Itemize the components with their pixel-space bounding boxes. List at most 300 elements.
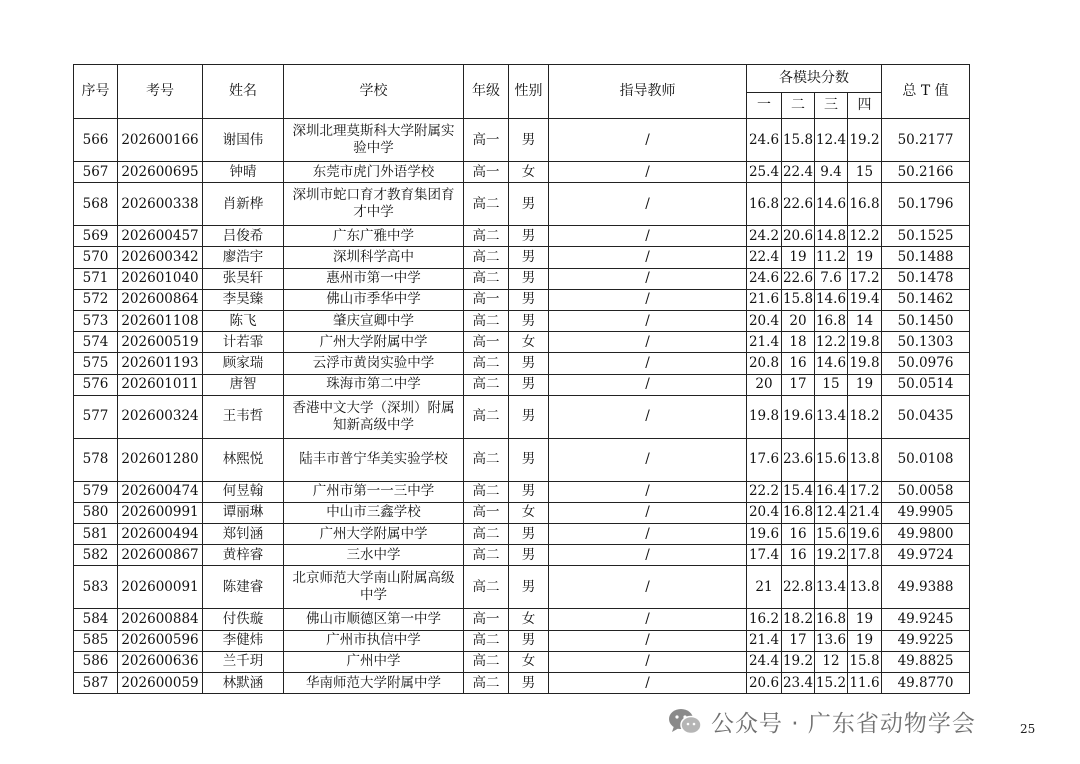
table-row xyxy=(74,481,970,502)
cell-total: 50.1796 xyxy=(882,183,970,226)
cell-school xyxy=(284,438,464,481)
cell-grade: 高二 xyxy=(464,524,509,545)
cell-school: 惠州市第一中学 xyxy=(284,268,464,289)
cell-grade: 高二 xyxy=(464,226,509,247)
cell-module-2: 15.8 xyxy=(782,289,815,310)
cell-module-1: 19.6 xyxy=(747,524,782,545)
cell-exam-no: 202600342 xyxy=(118,247,203,268)
cell-module-3: 14.6 xyxy=(815,289,848,310)
cell-module-2: 18.2 xyxy=(782,609,815,630)
cell-total: 50.1525 xyxy=(882,226,970,247)
table-row xyxy=(74,268,970,289)
cell-grade: 高一 xyxy=(464,502,509,523)
cell-teacher: / xyxy=(549,524,747,545)
cell-total: 49.9800 xyxy=(882,524,970,545)
cell-school: 佛山市季华中学 xyxy=(284,289,464,310)
table-row xyxy=(74,630,970,651)
cell-name: 李昊臻 xyxy=(203,289,284,310)
header-module-4: 四 xyxy=(848,93,882,119)
cell-school: 东莞市虎门外语学校 xyxy=(284,162,464,183)
footer-brand-text: 公众号 · 广东省动物学会 xyxy=(711,711,976,737)
cell-module-4: 19.4 xyxy=(848,289,882,310)
cell-exam-no: 202600636 xyxy=(118,651,203,672)
school-text: 北京师范大学南山附属高级中学 xyxy=(292,570,455,604)
cell-teacher: / xyxy=(549,162,747,183)
cell-name: 顾家瑞 xyxy=(203,353,284,374)
header-grade: 年级 xyxy=(464,65,509,119)
cell-module-3: 13.6 xyxy=(815,630,848,651)
cell-school: 广州大学附属中学 xyxy=(284,332,464,353)
cell-grade: 高二 xyxy=(464,673,509,694)
cell-module-2: 15.8 xyxy=(782,119,815,162)
cell-module-1: 20.4 xyxy=(747,502,782,523)
cell-module-1: 24.6 xyxy=(747,268,782,289)
cell-gender: 男 xyxy=(509,395,549,438)
header-module-2: 二 xyxy=(782,93,815,119)
wechat-icon xyxy=(667,707,703,737)
cell-module-4: 19 xyxy=(848,630,882,651)
cell-total: 50.1450 xyxy=(882,310,970,331)
table-row xyxy=(74,162,970,183)
cell-module-3: 11.2 xyxy=(815,247,848,268)
cell-module-2: 19 xyxy=(782,247,815,268)
cell-gender: 男 xyxy=(509,438,549,481)
cell-module-2: 16 xyxy=(782,545,815,566)
table-row xyxy=(74,289,970,310)
cell-module-3: 14.6 xyxy=(815,183,848,226)
cell-grade: 高一 xyxy=(464,119,509,162)
cell-module-1: 21.6 xyxy=(747,289,782,310)
cell-module-4: 17.2 xyxy=(848,481,882,502)
cell-name: 林默涵 xyxy=(203,673,284,694)
cell-grade: 高二 xyxy=(464,247,509,268)
table-row xyxy=(74,545,970,566)
cell-module-3: 16.8 xyxy=(815,609,848,630)
cell-module-4: 19.6 xyxy=(848,524,882,545)
cell-module-4: 19 xyxy=(848,609,882,630)
cell-exam-no: 202601193 xyxy=(118,353,203,374)
cell-module-3: 12.4 xyxy=(815,502,848,523)
cell-total: 49.9905 xyxy=(882,502,970,523)
header-seq: 序号 xyxy=(74,65,118,119)
cell-gender: 男 xyxy=(509,545,549,566)
cell-teacher: / xyxy=(549,119,747,162)
cell-exam-no: 202600519 xyxy=(118,332,203,353)
cell-module-3: 12.4 xyxy=(815,119,848,162)
table-row xyxy=(74,395,970,438)
cell-grade: 高二 xyxy=(464,545,509,566)
cell-teacher: / xyxy=(549,268,747,289)
cell-teacher: / xyxy=(549,502,747,523)
cell-exam-no: 202600059 xyxy=(118,673,203,694)
cell-total: 50.1478 xyxy=(882,268,970,289)
cell-seq: 579 xyxy=(74,481,118,502)
cell-school xyxy=(284,183,464,226)
cell-module-1: 20.4 xyxy=(747,310,782,331)
cell-module-2: 17 xyxy=(782,374,815,395)
cell-teacher: / xyxy=(549,566,747,609)
cell-teacher: / xyxy=(549,374,747,395)
cell-grade: 高一 xyxy=(464,609,509,630)
table-row xyxy=(74,673,970,694)
cell-module-3: 16.4 xyxy=(815,481,848,502)
cell-grade: 高二 xyxy=(464,566,509,609)
table-row xyxy=(74,226,970,247)
cell-school: 肇庆宣卿中学 xyxy=(284,310,464,331)
cell-total: 49.9225 xyxy=(882,630,970,651)
cell-module-3: 14.8 xyxy=(815,226,848,247)
cell-module-1: 24.6 xyxy=(747,119,782,162)
cell-module-4: 15.8 xyxy=(848,651,882,672)
cell-gender: 男 xyxy=(509,247,549,268)
cell-module-2: 23.6 xyxy=(782,438,815,481)
header-total: 总 T 值 xyxy=(882,65,970,119)
cell-seq: 585 xyxy=(74,630,118,651)
cell-module-2: 20.6 xyxy=(782,226,815,247)
cell-name: 陈飞 xyxy=(203,310,284,331)
cell-teacher: / xyxy=(549,226,747,247)
cell-school: 三水中学 xyxy=(284,545,464,566)
cell-seq: 574 xyxy=(74,332,118,353)
cell-exam-no: 202600867 xyxy=(118,545,203,566)
cell-teacher: / xyxy=(549,673,747,694)
cell-name: 吕俊希 xyxy=(203,226,284,247)
cell-module-4: 17.2 xyxy=(848,268,882,289)
cell-name: 计若霏 xyxy=(203,332,284,353)
cell-module-2: 22.8 xyxy=(782,566,815,609)
header-teacher: 指导教师 xyxy=(549,65,747,119)
footer-brand xyxy=(667,705,976,738)
cell-grade: 高二 xyxy=(464,353,509,374)
cell-module-4: 21.4 xyxy=(848,502,882,523)
cell-seq: 582 xyxy=(74,545,118,566)
cell-exam-no: 202600494 xyxy=(118,524,203,545)
cell-exam-no: 202600457 xyxy=(118,226,203,247)
cell-module-2: 20 xyxy=(782,310,815,331)
cell-module-4: 18.2 xyxy=(848,395,882,438)
cell-seq: 584 xyxy=(74,609,118,630)
school-text: 深圳市蛇口育才教育集团育才中学 xyxy=(292,187,455,221)
cell-module-2: 16 xyxy=(782,524,815,545)
cell-total: 49.9245 xyxy=(882,609,970,630)
cell-module-4: 19.8 xyxy=(848,353,882,374)
table-header-row xyxy=(74,65,970,93)
cell-module-2: 17 xyxy=(782,630,815,651)
cell-total: 50.2166 xyxy=(882,162,970,183)
cell-module-1: 16.8 xyxy=(747,183,782,226)
cell-seq: 569 xyxy=(74,226,118,247)
cell-name: 廖浩宇 xyxy=(203,247,284,268)
cell-seq: 581 xyxy=(74,524,118,545)
cell-module-1: 17.6 xyxy=(747,438,782,481)
cell-grade: 高二 xyxy=(464,651,509,672)
cell-gender: 男 xyxy=(509,183,549,226)
cell-grade: 高二 xyxy=(464,183,509,226)
cell-name: 钟晴 xyxy=(203,162,284,183)
cell-module-3: 7.6 xyxy=(815,268,848,289)
cell-module-2: 22.4 xyxy=(782,162,815,183)
cell-grade: 高二 xyxy=(464,374,509,395)
cell-seq: 587 xyxy=(74,673,118,694)
cell-teacher: / xyxy=(549,289,747,310)
cell-name: 郑钊涵 xyxy=(203,524,284,545)
cell-seq: 568 xyxy=(74,183,118,226)
table-row xyxy=(74,310,970,331)
cell-exam-no: 202600091 xyxy=(118,566,203,609)
cell-grade: 高一 xyxy=(464,162,509,183)
cell-gender: 男 xyxy=(509,119,549,162)
cell-exam-no: 202601011 xyxy=(118,374,203,395)
cell-grade: 高二 xyxy=(464,310,509,331)
header-name: 姓名 xyxy=(203,65,284,119)
cell-exam-no: 202600596 xyxy=(118,630,203,651)
cell-grade: 高二 xyxy=(464,395,509,438)
cell-name: 陈建睿 xyxy=(203,566,284,609)
cell-module-1: 21 xyxy=(747,566,782,609)
cell-module-3: 19.2 xyxy=(815,545,848,566)
cell-module-1: 21.4 xyxy=(747,332,782,353)
cell-school xyxy=(284,566,464,609)
cell-module-1: 24.4 xyxy=(747,651,782,672)
table-row xyxy=(74,651,970,672)
cell-school: 华南师范大学附属中学 xyxy=(284,673,464,694)
cell-teacher: / xyxy=(549,332,747,353)
cell-module-1: 24.2 xyxy=(747,226,782,247)
cell-teacher: / xyxy=(549,545,747,566)
table-row xyxy=(74,438,970,481)
cell-seq: 583 xyxy=(74,566,118,609)
cell-exam-no: 202601280 xyxy=(118,438,203,481)
cell-module-1: 25.4 xyxy=(747,162,782,183)
cell-name: 付佚璇 xyxy=(203,609,284,630)
cell-module-2: 23.4 xyxy=(782,673,815,694)
cell-teacher: / xyxy=(549,609,747,630)
cell-seq: 576 xyxy=(74,374,118,395)
cell-name: 谢国伟 xyxy=(203,119,284,162)
cell-gender: 女 xyxy=(509,651,549,672)
school-text: 深圳北理莫斯科大学附属实验中学 xyxy=(292,123,455,156)
cell-module-4: 13.8 xyxy=(848,566,882,609)
cell-school xyxy=(284,395,464,438)
cell-gender: 女 xyxy=(509,332,549,353)
cell-module-3: 14.6 xyxy=(815,353,848,374)
cell-gender: 男 xyxy=(509,524,549,545)
cell-module-2: 18 xyxy=(782,332,815,353)
cell-name: 李健炜 xyxy=(203,630,284,651)
cell-module-1: 20 xyxy=(747,374,782,395)
cell-school: 佛山市顺德区第一中学 xyxy=(284,609,464,630)
cell-name: 兰千玥 xyxy=(203,651,284,672)
cell-module-4: 12.2 xyxy=(848,226,882,247)
cell-module-3: 13.4 xyxy=(815,566,848,609)
cell-seq: 573 xyxy=(74,310,118,331)
cell-gender: 男 xyxy=(509,289,549,310)
cell-module-3: 12 xyxy=(815,651,848,672)
cell-exam-no: 202600884 xyxy=(118,609,203,630)
cell-teacher: / xyxy=(549,247,747,268)
cell-school: 珠海市第二中学 xyxy=(284,374,464,395)
cell-total: 50.2177 xyxy=(882,119,970,162)
cell-seq: 578 xyxy=(74,438,118,481)
cell-module-4: 17.8 xyxy=(848,545,882,566)
cell-school: 广州市执信中学 xyxy=(284,630,464,651)
cell-teacher: / xyxy=(549,353,747,374)
cell-exam-no: 202601040 xyxy=(118,268,203,289)
header-module-3: 三 xyxy=(815,93,848,119)
cell-module-4: 11.6 xyxy=(848,673,882,694)
cell-gender: 女 xyxy=(509,162,549,183)
cell-teacher: / xyxy=(549,183,747,226)
cell-module-2: 16 xyxy=(782,353,815,374)
cell-module-4: 19.2 xyxy=(848,119,882,162)
header-modules: 各模块分数 xyxy=(747,65,882,93)
cell-total: 50.0058 xyxy=(882,481,970,502)
header-exam-no: 考号 xyxy=(118,65,203,119)
cell-grade: 高二 xyxy=(464,438,509,481)
cell-module-2: 16.8 xyxy=(782,502,815,523)
cell-gender: 男 xyxy=(509,310,549,331)
cell-teacher: / xyxy=(549,310,747,331)
cell-school: 云浮市黄岗实验中学 xyxy=(284,353,464,374)
cell-total: 49.9724 xyxy=(882,545,970,566)
cell-school: 广州中学 xyxy=(284,651,464,672)
cell-module-4: 19.8 xyxy=(848,332,882,353)
cell-gender: 男 xyxy=(509,630,549,651)
cell-module-3: 15 xyxy=(815,374,848,395)
cell-seq: 566 xyxy=(74,119,118,162)
cell-module-3: 16.8 xyxy=(815,310,848,331)
cell-total: 50.0514 xyxy=(882,374,970,395)
table-row xyxy=(74,609,970,630)
table-body xyxy=(74,119,970,694)
cell-module-2: 22.6 xyxy=(782,183,815,226)
cell-name: 谭丽琳 xyxy=(203,502,284,523)
cell-teacher: / xyxy=(549,651,747,672)
cell-module-4: 19 xyxy=(848,247,882,268)
cell-gender: 男 xyxy=(509,481,549,502)
cell-module-2: 22.6 xyxy=(782,268,815,289)
cell-teacher: / xyxy=(549,630,747,651)
cell-module-1: 20.6 xyxy=(747,673,782,694)
cell-school: 深圳科学高中 xyxy=(284,247,464,268)
cell-total: 50.0976 xyxy=(882,353,970,374)
cell-total: 50.1303 xyxy=(882,332,970,353)
cell-exam-no: 202601108 xyxy=(118,310,203,331)
cell-teacher: / xyxy=(549,438,747,481)
cell-total: 49.9388 xyxy=(882,566,970,609)
header-module-1: 一 xyxy=(747,93,782,119)
cell-module-1: 19.8 xyxy=(747,395,782,438)
cell-grade: 高一 xyxy=(464,289,509,310)
cell-name: 何昱翰 xyxy=(203,481,284,502)
cell-school xyxy=(284,119,464,162)
cell-module-3: 9.4 xyxy=(815,162,848,183)
cell-name: 黄梓睿 xyxy=(203,545,284,566)
cell-gender: 男 xyxy=(509,226,549,247)
cell-module-4: 19 xyxy=(848,374,882,395)
cell-school: 广州大学附属中学 xyxy=(284,524,464,545)
table-row xyxy=(74,353,970,374)
cell-exam-no: 202600695 xyxy=(118,162,203,183)
cell-name: 王韦哲 xyxy=(203,395,284,438)
table-row xyxy=(74,374,970,395)
cell-grade: 高二 xyxy=(464,268,509,289)
cell-school: 中山市三鑫学校 xyxy=(284,502,464,523)
cell-module-4: 16.8 xyxy=(848,183,882,226)
cell-module-1: 22.4 xyxy=(747,247,782,268)
table-row xyxy=(74,566,970,609)
cell-module-1: 17.4 xyxy=(747,545,782,566)
cell-module-3: 15.6 xyxy=(815,524,848,545)
cell-module-2: 19.6 xyxy=(782,395,815,438)
cell-total: 49.8825 xyxy=(882,651,970,672)
cell-module-3: 15.6 xyxy=(815,438,848,481)
cell-teacher: / xyxy=(549,481,747,502)
cell-module-1: 16.2 xyxy=(747,609,782,630)
cell-gender: 女 xyxy=(509,609,549,630)
cell-exam-no: 202600864 xyxy=(118,289,203,310)
cell-module-1: 22.2 xyxy=(747,481,782,502)
cell-total: 49.8770 xyxy=(882,673,970,694)
cell-seq: 570 xyxy=(74,247,118,268)
table-row xyxy=(74,183,970,226)
cell-total: 50.0108 xyxy=(882,438,970,481)
cell-module-4: 15 xyxy=(848,162,882,183)
cell-module-4: 13.8 xyxy=(848,438,882,481)
page-number: 25 xyxy=(1020,722,1036,736)
cell-school: 广东广雅中学 xyxy=(284,226,464,247)
cell-school: 广州市第一一三中学 xyxy=(284,481,464,502)
results-table xyxy=(73,64,970,694)
cell-gender: 男 xyxy=(509,374,549,395)
cell-seq: 580 xyxy=(74,502,118,523)
cell-exam-no: 202600474 xyxy=(118,481,203,502)
cell-module-3: 13.4 xyxy=(815,395,848,438)
cell-module-4: 14 xyxy=(848,310,882,331)
table-row xyxy=(74,247,970,268)
table-row xyxy=(74,502,970,523)
cell-name: 肖新桦 xyxy=(203,183,284,226)
cell-gender: 女 xyxy=(509,502,549,523)
cell-total: 50.1488 xyxy=(882,247,970,268)
table-row xyxy=(74,332,970,353)
cell-module-1: 20.8 xyxy=(747,353,782,374)
cell-total: 50.0435 xyxy=(882,395,970,438)
cell-grade: 高一 xyxy=(464,332,509,353)
header-school: 学校 xyxy=(284,65,464,119)
school-text: 香港中文大学（深圳）附属知新高级中学 xyxy=(292,399,455,433)
cell-seq: 571 xyxy=(74,268,118,289)
school-text: 陆丰市普宁华美实验学校 xyxy=(299,451,448,468)
cell-module-2: 15.4 xyxy=(782,481,815,502)
header-gender: 性别 xyxy=(509,65,549,119)
cell-teacher: / xyxy=(549,395,747,438)
cell-module-3: 15.2 xyxy=(815,673,848,694)
cell-gender: 男 xyxy=(509,566,549,609)
cell-exam-no: 202600324 xyxy=(118,395,203,438)
cell-name: 林熙悦 xyxy=(203,438,284,481)
cell-name: 张昊轩 xyxy=(203,268,284,289)
cell-seq: 586 xyxy=(74,651,118,672)
cell-gender: 男 xyxy=(509,353,549,374)
cell-seq: 577 xyxy=(74,395,118,438)
cell-module-2: 19.2 xyxy=(782,651,815,672)
cell-seq: 572 xyxy=(74,289,118,310)
cell-exam-no: 202600991 xyxy=(118,502,203,523)
cell-name: 唐智 xyxy=(203,374,284,395)
cell-total: 50.1462 xyxy=(882,289,970,310)
cell-gender: 男 xyxy=(509,268,549,289)
